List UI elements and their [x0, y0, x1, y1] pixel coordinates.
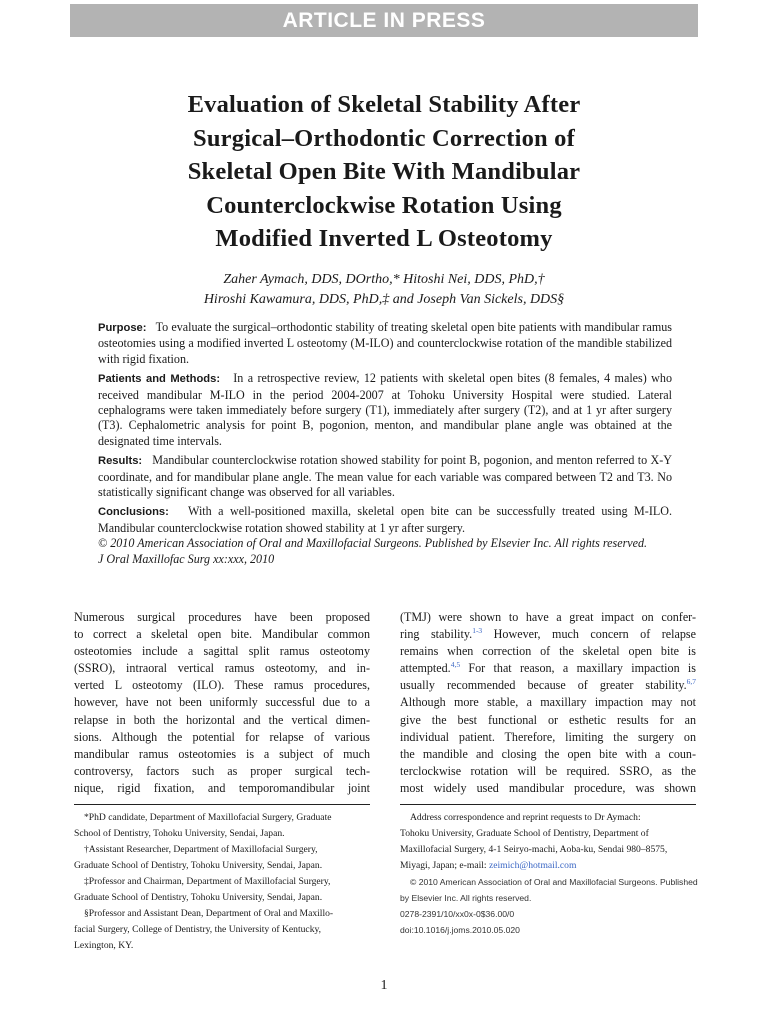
- body-line: Numerous surgical procedures have been proposed: [74, 610, 370, 624]
- author-email-link[interactable]: zeimich@hotmail.com: [489, 860, 577, 871]
- title-line: Evaluation of Skeletal Stability After: [187, 91, 581, 118]
- article-title: [90, 88, 678, 256]
- copyright-line: © 2010 American Association of Oral and Maxillofacial Surgeons. Published: [410, 877, 698, 887]
- reference-link[interactable]: 1-3: [472, 626, 483, 636]
- methods-label: Patients and Methods:: [98, 373, 221, 386]
- body-text: For that reason, a maxillary impaction is: [460, 661, 696, 676]
- results-text: Mandibular counterclockwise rotation showed stability for point B, pogonion, and menton referred to X-Y coordinate, and for mandibular plane angle. The mean value for each variable was compared between T2 and T3. No statistically significant change was observed for all variables.: [98, 453, 672, 500]
- body-line: terclockwise rotation will be required. SSRO, as the: [400, 763, 696, 778]
- abstract-purpose: [98, 320, 672, 367]
- body-line: give the best functional or esthetic results for an: [400, 712, 696, 727]
- body-column-right: [400, 609, 696, 797]
- copyright-notice: © 2010 American Association of Oral and Maxillofacial Surgeons. Published by Elsevier Inc. All rights reserved.: [98, 536, 648, 551]
- body-line: to correct a skeletal open bite. Mandibular common: [74, 627, 370, 642]
- body-line: Although more stable, a maxillary impaction may not: [400, 695, 696, 710]
- footnote-line: §Professor and Assistant Dean, Department of Oral and Maxillo-: [84, 908, 334, 919]
- body-line: mandibular ramus osteotomies is a subject of much: [74, 746, 370, 761]
- footnote-line: facial Surgery, College of Dentistry, the University of Kentucky,: [74, 924, 322, 935]
- footnote-line: [400, 858, 696, 874]
- conclusions-text: With a well-positioned maxilla, skeletal open bite can be successfully treated using M-ILO. Mandibular counterclockwise rotation showed stability at 1 yr after surgery.: [98, 504, 672, 535]
- body-line: controversy, factors such as proper surgical tech-: [74, 763, 370, 778]
- footnote-line: Lexington, KY.: [74, 940, 134, 951]
- body-line: verted L osteotomy (ILO). These ramus procedures,: [74, 678, 370, 693]
- body-text: ring stability.: [400, 627, 473, 642]
- body-line: (TMJ) were shown to have a great impact on confer-: [400, 610, 696, 624]
- body-line: however, have not been uniformly successful due to a: [74, 695, 370, 710]
- footnote-line: Maxillofacial Surgery, 4-1 Seiryo-machi, Aoba-ku, Sendai 980–8575,: [400, 844, 668, 855]
- body-line: the mandible and closing the open bite with a coun-: [400, 746, 696, 761]
- footnote-line: Graduate School of Dentistry, Tohoku University, Sendai, Japan.: [74, 892, 323, 903]
- body-line: [400, 626, 696, 643]
- body-line: nique, rigid fixation, and temporomandibular joint: [74, 780, 370, 795]
- body-column-left: [74, 609, 370, 797]
- body-line: most widely used mandibular procedure, was shown: [400, 780, 696, 795]
- issn-line: 0278-2391/10/xx0x-0$36.00/0: [400, 909, 515, 919]
- footnote-line: *PhD candidate, Department of Maxillofacial Surgery, Graduate: [84, 812, 332, 823]
- title-line: Surgical–Orthodontic Correction of: [193, 124, 575, 152]
- doi-line: doi:10.1016/j.joms.2010.05.020: [400, 925, 520, 935]
- body-text: attempted.: [400, 661, 451, 676]
- abstract-conclusions: [98, 504, 672, 536]
- body-line: individual patient. Therefore, limiting the surgery on: [400, 729, 696, 744]
- body-line: sions. Although the potential for relapse of various: [74, 729, 370, 744]
- footnote-line: School of Dentistry, Tohoku University, Sendai, Japan.: [74, 828, 285, 839]
- purpose-label: Purpose:: [98, 322, 147, 334]
- journal-citation: J Oral Maxillofac Surg xx:xxx, 2010: [98, 551, 275, 566]
- footnote-divider: [400, 804, 696, 805]
- body-line: remains when correction of the skeletal open bite is: [400, 644, 696, 659]
- footnote-line: Graduate School of Dentistry, Tohoku University, Sendai, Japan.: [74, 860, 323, 871]
- title-line: Modified Inverted L Osteotomy: [215, 225, 553, 252]
- page-number: 1: [380, 978, 388, 993]
- body-line: [400, 677, 696, 694]
- footnote-line: Address correspondence and reprint requests to Dr Aymach:: [410, 812, 641, 823]
- methods-text: In a retrospective review, 12 patients with skeletal open bites (8 females, 4 males) who received mandibular M-ILO in the period 2004-2007 at Tohoku University Hospital were studied. Lateral cephalograms were taken immediately before surgery (T1), immediately after surgery (T2), and at 1 yr after surgery (T3). Cephalometric analysis for point B, pogonion, menton, and mandibular plane angle was obtained at the designated time intervals.: [98, 371, 673, 448]
- body-text: usually recommended because of greater stability.: [400, 678, 687, 693]
- body-line: osteotomies include a sagittal split ramus osteotomy: [74, 644, 370, 659]
- body-line: [400, 660, 696, 677]
- footnote-text: Miyagi, Japan; e-mail:: [400, 860, 489, 871]
- affiliation-footnotes: [74, 810, 370, 954]
- copyright-line: by Elsevier Inc. All rights reserved.: [400, 893, 532, 903]
- footnote-line: ‡Professor and Chairman, Department of Maxillofacial Surgery,: [84, 876, 331, 887]
- authors-line: Zaher Aymach, DDS, DOrtho,* Hitoshi Nei, DDS, PhD,†: [223, 272, 545, 287]
- purpose-text: To evaluate the surgical–orthodontic stability of treating skeletal open bite patients with mandibular ramus osteotomies using a modified inverted L osteotomy (M-ILO) and counterclockwise rotation of the mandible stabilized with rigid fixation.: [98, 320, 672, 366]
- correspondence-footnote: [400, 810, 696, 938]
- abstract-results: [98, 453, 672, 500]
- footnote-line: †Assistant Researcher, Department of Maxillofacial Surgery,: [84, 844, 318, 855]
- title-line: Skeletal Open Bite With Mandibular: [187, 158, 581, 185]
- reference-link[interactable]: 6,7: [686, 677, 696, 687]
- body-text: However, much concern of relapse: [482, 627, 696, 642]
- author-list: [80, 270, 688, 310]
- footnote-line: Tohoku University, Graduate School of Dentistry, Department of: [400, 828, 649, 839]
- conclusions-label: Conclusions:: [98, 506, 169, 519]
- authors-line: Hiroshi Kawamura, DDS, PhD,‡ and Joseph Van Sickels, DDS§: [203, 292, 565, 307]
- footnote-divider: [74, 804, 370, 805]
- abstract: [98, 320, 672, 567]
- reference-link[interactable]: 4,5: [450, 660, 461, 670]
- abstract-methods: [98, 371, 672, 449]
- title-line: Counterclockwise Rotation Using: [206, 191, 562, 219]
- body-line: relapse in both the horizontal and the vertical dimen-: [74, 712, 370, 727]
- results-label: Results:: [98, 455, 143, 468]
- body-line: (SSRO), intraoral vertical ramus osteotomy, and in-: [74, 661, 370, 676]
- article-in-press-banner: ARTICLE IN PRESS: [70, 4, 698, 37]
